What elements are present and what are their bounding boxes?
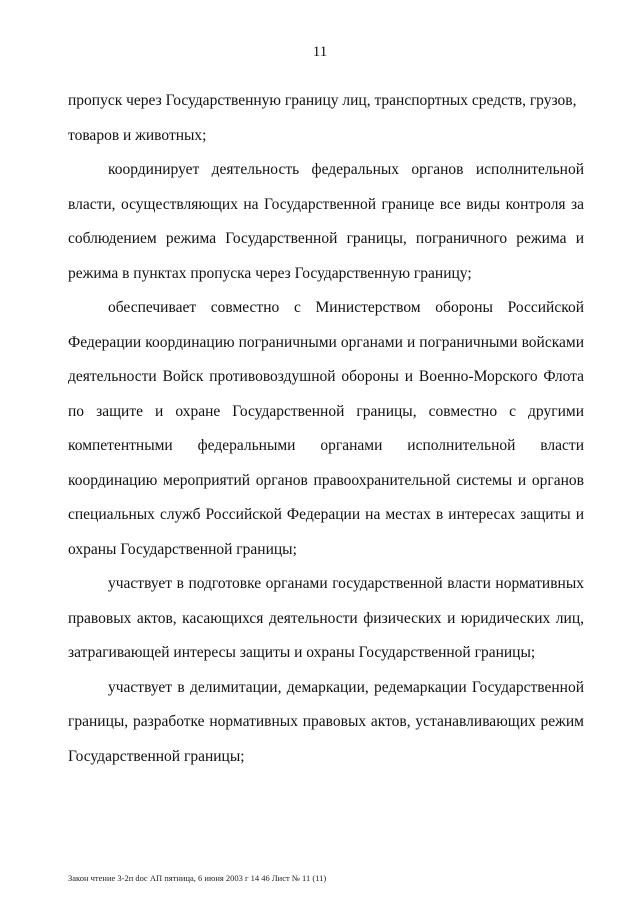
- text-line: товаров и животных;: [68, 126, 207, 144]
- text-line: затрагивающей интересы защиты и охраны Государственной границы;: [68, 644, 536, 661]
- text-line: Федерации координацию пограничными органами и пограничными войсками: [68, 333, 584, 351]
- page-number: 11: [312, 44, 328, 60]
- text-line: координацию мероприятий органов правоохранительной системы и органов: [68, 471, 584, 489]
- text-line: границы, разработке нормативных правовых актов, устанавливающих режим: [68, 713, 584, 730]
- text-line: по защите и охране Государственной границы, совместно с другими: [68, 402, 584, 420]
- text-line: власти, осуществляющих на Государственной границе все виды контроля за: [68, 195, 584, 213]
- page-footer: Закон чтение 3-2п doc АП пятница, 6 июня 2003 г 14 46 Лист № 11 (11): [68, 873, 327, 883]
- text-line: участвует в подготовке органами государственной власти нормативных: [108, 575, 584, 592]
- text-line: обеспечивает совместно с Министерством обороны Российской: [108, 299, 584, 316]
- text-line: режима в пунктах пропуска через Государственную границу;: [68, 264, 472, 282]
- text-line: специальных служб Российской Федерации на местах в интересах защиты и: [68, 506, 584, 523]
- text-line: деятельности Войск противовоздушной обороны и Военно-Морского Флота: [68, 368, 584, 385]
- text-line: координирует деятельность федеральных органов исполнительной: [108, 161, 584, 178]
- text-line: правовых актов, касающихся деятельности физических и юридических лиц,: [68, 609, 584, 627]
- text-line: Государственной границы;: [68, 747, 245, 765]
- text-line: охраны Государственной границы;: [68, 540, 297, 558]
- text-line: компетентными федеральными органами исполнительной власти: [68, 437, 584, 454]
- text-line: пропуск через Государственную границу лиц, транспортных средств, грузов,: [68, 92, 577, 109]
- document-body: [68, 84, 584, 774]
- text-line: участвует в делимитации, демаркации, редемаркации Государственной: [108, 678, 584, 696]
- text-line: соблюдением режима Государственной границы, пограничного режима и: [68, 230, 584, 247]
